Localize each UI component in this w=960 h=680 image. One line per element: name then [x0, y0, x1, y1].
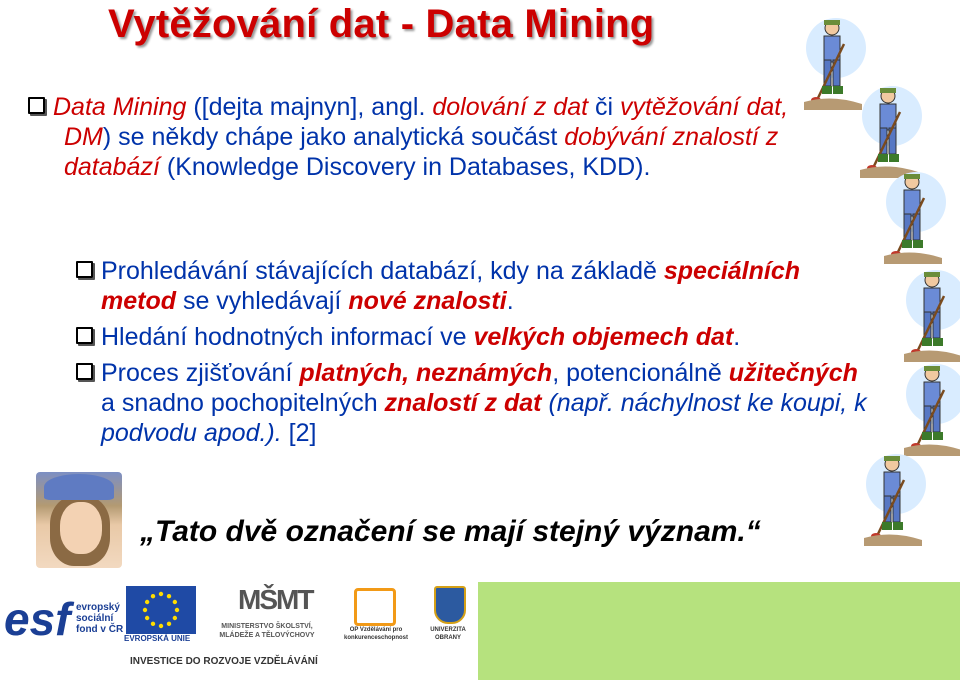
eu-star — [151, 594, 155, 598]
eu-star — [173, 600, 177, 604]
bullet-proces — [76, 358, 876, 448]
text-fragment: ) se někdy chápe jako analytická součást — [102, 123, 565, 151]
term-platnych: platných, neznámých — [299, 359, 553, 387]
text-fragment: Proces zjišťování — [101, 359, 300, 387]
checkbox-bullet-icon — [76, 261, 93, 278]
esf-logo — [4, 586, 124, 656]
miner-figure-icon — [862, 450, 934, 550]
checkbox-bullet-icon — [28, 97, 45, 114]
esf-text-line: sociální — [76, 613, 114, 624]
reading-girl-photo — [36, 472, 122, 568]
term-znalosti-z-dat: znalostí z dat — [384, 389, 542, 417]
paragraph-intro — [28, 92, 818, 182]
op-mark-icon — [354, 588, 396, 626]
term-uzitecnych: užitečných — [728, 359, 858, 387]
term-dolovani: dolování z dat — [432, 93, 589, 121]
eu-star — [151, 622, 155, 626]
eu-star — [167, 622, 171, 626]
eu-star — [167, 594, 171, 598]
eu-star — [159, 592, 163, 596]
term-specialni-metody: speciálních metod — [101, 257, 801, 315]
miner-figure-icon — [902, 360, 960, 460]
op-logo — [336, 582, 416, 652]
eu-star — [173, 616, 177, 620]
eu-star — [143, 608, 147, 612]
uo-label: UNIVERZITA OBRANY — [430, 627, 466, 641]
citation: [2] — [281, 419, 317, 447]
esf-text-line: fond v ČR — [76, 624, 124, 635]
text-fragment: Hledání hodnotných informací ve — [101, 323, 474, 351]
investice-label: INVESTICE DO ROZVOJE VZDĚLÁVÁNÍ — [130, 656, 318, 667]
text-fragment: . — [733, 323, 741, 351]
op-label: OP Vzdělávání pro konkurenceschopnost — [343, 627, 408, 641]
shield-icon — [434, 586, 466, 624]
eu-star — [175, 608, 179, 612]
term-dobyvani: dobývání znalostí z databází — [64, 123, 779, 181]
miner-figure-icon — [858, 82, 930, 182]
term-nove-znalosti: nové znalosti — [348, 287, 507, 315]
slide-title: Vytěžování dat - Data Mining — [108, 2, 655, 46]
eu-star — [145, 616, 149, 620]
quote-text: „Tato dvě označení se mají stejný význam.“ — [140, 515, 761, 548]
esf-text-line: evropský — [76, 602, 120, 613]
eu-star — [145, 600, 149, 604]
esf-mark: esf — [4, 593, 71, 645]
example-text: (např. náchylnost ke koupi, k podvodu apod.). — [101, 389, 867, 447]
text-fragment: ([dejta majnyn], angl. — [186, 93, 433, 121]
msmt-label: MINISTERSTVO ŠKOLSTVÍ, MLÁDEŽE A TĚLOVÝCHOVY — [219, 623, 315, 639]
term-data-mining: Data Mining — [53, 93, 187, 121]
term-velke-objemy: velkých objemech dat — [473, 323, 734, 351]
footer-logos — [0, 580, 478, 680]
text-fragment: . — [506, 287, 514, 315]
miner-figure-icon — [882, 168, 954, 268]
esf-text — [76, 602, 123, 635]
bullet-prohledavani — [76, 256, 876, 316]
checkbox-bullet-icon — [76, 363, 93, 380]
text-fragment: či — [588, 93, 620, 121]
text-fragment: se vyhledávají — [176, 287, 349, 315]
text-fragment: Prohledávání stávajících databází, kdy na základě — [101, 257, 664, 285]
eu-label: EVROPSKÁ UNIE — [124, 634, 191, 643]
msmt-logo — [208, 582, 326, 652]
text-fragment: (Knowledge Discovery in Databases, KDD). — [159, 153, 651, 181]
uo-logo — [420, 582, 476, 652]
term-vytezovani: vytěžování dat, DM — [64, 93, 789, 151]
text-fragment: a snadno pochopitelných — [101, 389, 385, 417]
msmt-mark: MŠMT — [238, 584, 313, 615]
bullet-hledani — [76, 322, 876, 352]
miner-figure-icon — [902, 266, 960, 366]
checkbox-bullet-icon — [76, 327, 93, 344]
eu-star — [159, 624, 163, 628]
eu-flag-icon — [126, 586, 196, 634]
green-footer-bar — [478, 582, 960, 680]
eu-stars-icon — [126, 586, 196, 634]
text-fragment: , potencionálně — [552, 359, 729, 387]
